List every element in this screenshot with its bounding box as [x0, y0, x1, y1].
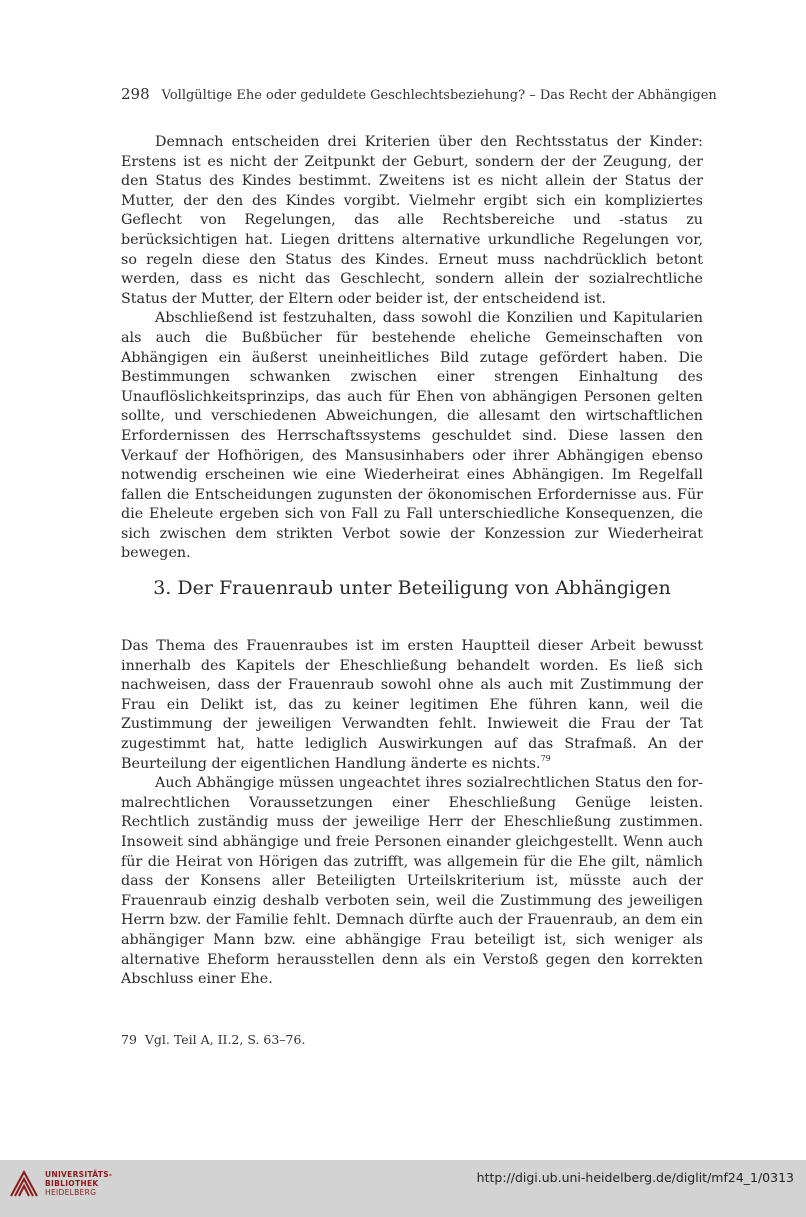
footnote	[121, 1032, 703, 1047]
permalink-url[interactable]: http://digi.ub.uni-heidelberg.de/diglit/mf24_1/0313	[476, 1170, 794, 1185]
page-number: 298	[121, 85, 150, 103]
paragraph: Demnach entscheiden drei Kriterien über den Rechtsstatus der Kinder: Erstens ist es nicht der Zeitpunkt der Geburt, sondern der der Zeugung, der den Status des Kindes bestimmt. Zweitens ist es nicht allein der Status der Mutter, der den des Kindes vorgibt. Vielmehr ergibt sich ein kompliziertes Geflecht von Regelungen, das alle Rechtsbereiche und -status zu berücksichtigen hat. Liegen drittens alternative urkundliche Regelungen vor, so regeln diese den Status des Kindes. Erneut muss nachdrücklich betont werden, dass es nicht das Geschlecht, sondern allein der sozialrechtliche Status der Mutter, der Eltern oder beider ist, der entscheidend ist.	[121, 134, 703, 307]
section-heading: 3. Der Frauenraub unter Beteiligung von Abhängigen	[153, 577, 671, 599]
footer-bar	[0, 1160, 806, 1217]
paragraph-text: Das Thema des Frauenraubes ist im ersten Hauptteil dieser Arbeit bewusst innerhalb des Kapitels der Eheschließung behandelt worden. Es ließ sich nachweisen, dass der Frauenraub sowohl ohne als auch mit Zustimmung der Frau ein Delikt ist, das zu keiner legitimen Ehe führen kann, weil die Zustimmung der jeweiligen Verwandten fehlt. Inwieweit die Frau der Tat zugestimmt hat, hatte lediglich Auswirkungen auf das Strafmaß. An der Beurteilung der eigentlichen Handlung änderte es nichts.	[121, 638, 703, 772]
library-logo-icon[interactable]	[9, 1168, 39, 1198]
paragraph: Auch Abhängige müssen ungeachtet ihres sozialrechtlichen Status den formalrechtlichen Voraussetzungen einer Eheschließung Genüge leisten. Rechtlich zuständig muss der jeweilige Herr der Eheschließung zustimmen. Insoweit sind abhängige und freie Personen einander gleichgestellt. Wenn auch für die Heirat von Hörigen das zutrifft, was allgemein für die Ehe gilt, nämlich dass der Konsens aller Beteiligten Urteilskriterium ist, müsste auch der Frauenraub einzig deshalb verboten sein, weil die Zustimmung des jeweiligen Herrn bzw. der Familie fehlt. Demnach dürfte auch der Frauenraub, an dem ein abhängiger Mann bzw. eine abhängige Frau beteiligt ist, sich weniger als alternative Eheform herausstellen denn als ein Verstoß gegen den korrekten Abschluss einer Ehe.	[121, 775, 703, 988]
footnote-reference[interactable]: 79	[540, 753, 551, 763]
footnote-number: 79	[121, 1032, 137, 1047]
logo-line: HEIDELBERG	[45, 1188, 97, 1197]
footnote-text: Vgl. Teil A, II.2, S. 63–76.	[144, 1032, 306, 1047]
logo-line: UNIVERSITÄTS-	[45, 1170, 113, 1179]
library-logo-text	[45, 1170, 112, 1197]
logo-line: BIBLIOTHEK	[45, 1179, 99, 1188]
paragraph	[121, 637, 703, 774]
text-block-upper	[121, 133, 703, 564]
running-title: Vollgültige Ehe oder geduldete Geschlechtsbeziehung? – Das Recht der Abhängigen	[161, 88, 717, 103]
paragraph: Abschließend ist festzuhalten, dass sowohl die Konzilien und Kapitularien als auch die Bußbücher für bestehende eheliche Gemeinschaften von Abhängigen ein äußerst uneinheitliches Bild zutage gefördert haben. Die Bestimmungen schwanken zwischen einer strengen Einhaltung des Unauflöslichkeitsprinzips, das auch für Ehen von abhängigen Personen gelten sollte, und verschiedenen Abweichungen, die allesamt den wirtschaftlichen Erfordernissen des Herrschaftssystems geschuldet sind. Diese lassen den Verkauf der Hofhörigen, des Mansusinhabers oder ihrer Abhängigen ebenso notwendig erscheinen wie eine Wiederheirat eines Abhängigen. Im Regelfall fallen die Entscheidungen zugunsten der ökonomischen Erfordernisse aus. Für die Eheleute ergeben sich von Fall zu Fall unterschiedliche Konsequenzen, die sich zwischen dem strikten Verbot sowie der Konzession zur Wiederheirat bewegen.	[121, 310, 703, 562]
running-head	[121, 85, 717, 103]
text-block-lower	[121, 637, 703, 990]
